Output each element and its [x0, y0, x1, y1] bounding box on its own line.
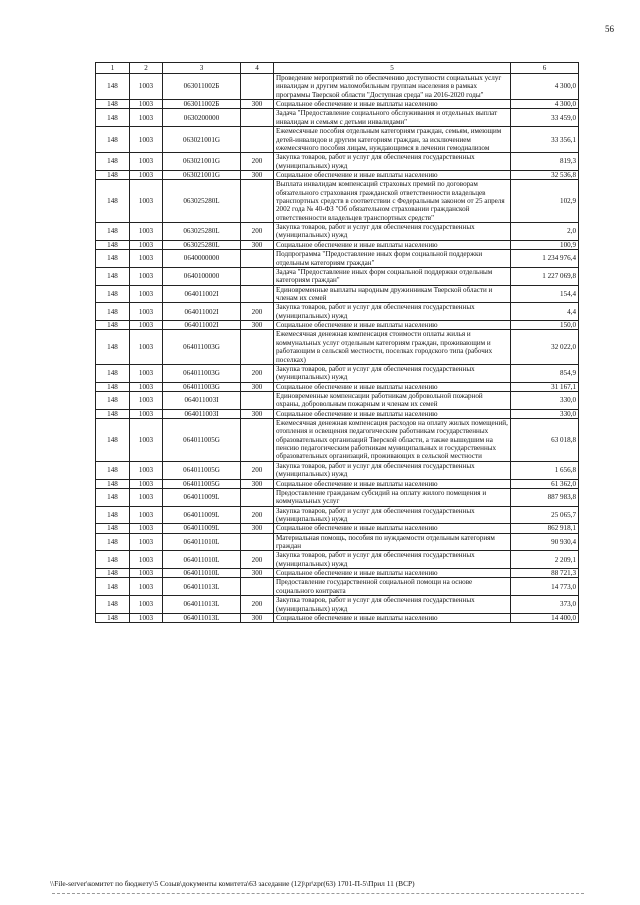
- grbs-code-cell: 148: [96, 74, 130, 100]
- target-article-cell: 064011005G: [163, 419, 241, 462]
- description-cell: Выплата инвалидам компенсаций страховых премий по договорам обязательного страхования гражданской ответственности владельцев транспортных средств в соответствии с Федеральным законом от 25 апреля 2002 года № 40-ФЗ "Об обязательном страховании гражданской ответственности владельцев транспортных средств": [274, 180, 511, 223]
- file-path-footer: \\File-server\комитет по бюджету\5 Созыв\документы комитета\63 заседание (12)\pr\zpr(63) 1701-П-5\Прил 11 (ВСР): [50, 879, 415, 888]
- description-cell: Ежемесячная денежная компенсация расходов на оплату жилых помещений, отопления и освещения педагогическим работникам государственных образовательных организаций Тверской области, а также вышедшим на пенсию педагогическим работникам муниципальных и государственных образовательных организаций, проживающих в сельской местности: [274, 419, 511, 462]
- grbs-code-cell: 148: [96, 223, 130, 241]
- expense-type-cell: [241, 488, 274, 506]
- expense-type-cell: 200: [241, 303, 274, 321]
- amount-cell: 63 018,8: [511, 419, 579, 462]
- target-article-cell: 064011010L: [163, 569, 241, 578]
- section-code-cell: 1003: [130, 461, 163, 479]
- amount-cell: 373,0: [511, 596, 579, 614]
- table-row: [96, 153, 579, 171]
- amount-cell: 32 022,0: [511, 330, 579, 364]
- expense-type-cell: 300: [241, 382, 274, 391]
- expense-type-cell: 300: [241, 321, 274, 330]
- table-row: [96, 180, 579, 223]
- amount-cell: 1 227 069,8: [511, 267, 579, 285]
- grbs-code-cell: 148: [96, 461, 130, 479]
- section-code-cell: 1003: [130, 596, 163, 614]
- table-row: [96, 533, 579, 551]
- grbs-code-cell: 148: [96, 488, 130, 506]
- expense-type-cell: 200: [241, 461, 274, 479]
- section-code-cell: 1003: [130, 303, 163, 321]
- section-code-cell: 1003: [130, 419, 163, 462]
- table-row: [96, 109, 579, 127]
- description-cell: Закупка товаров, работ и услуг для обеспечения государственных (муниципальных) нужд: [274, 506, 511, 524]
- target-article-cell: 064011002I: [163, 285, 241, 303]
- description-cell: Ежемесячная денежная компенсация стоимости оплаты жилья и коммунальных услуг отдельным категориям граждан, проживающим и работающим в сельской местности, поселках городского типа (рабочих поселках): [274, 330, 511, 364]
- header-cell: 3: [163, 63, 241, 74]
- target-article-cell: 063025280L: [163, 223, 241, 241]
- target-article-cell: 063025280L: [163, 180, 241, 223]
- table-row: [96, 391, 579, 409]
- table-row: [96, 321, 579, 330]
- target-article-cell: 064011009L: [163, 506, 241, 524]
- expense-type-cell: [241, 578, 274, 596]
- grbs-code-cell: 148: [96, 267, 130, 285]
- amount-cell: 862 918,1: [511, 524, 579, 533]
- description-cell: Задача "Предоставление социального обслуживания и отдельных выплат инвалидам и семьям с детьми инвалидами": [274, 109, 511, 127]
- amount-cell: 2,0: [511, 223, 579, 241]
- grbs-code-cell: 148: [96, 479, 130, 488]
- expense-type-cell: 300: [241, 100, 274, 109]
- section-code-cell: 1003: [130, 479, 163, 488]
- amount-cell: 14 773,0: [511, 578, 579, 596]
- expense-type-cell: 200: [241, 153, 274, 171]
- amount-cell: 1 656,8: [511, 461, 579, 479]
- target-article-cell: 064011013L: [163, 578, 241, 596]
- table-row: [96, 613, 579, 622]
- description-cell: Закупка товаров, работ и услуг для обеспечения государственных (муниципальных) нужд: [274, 596, 511, 614]
- description-cell: Ежемесячные пособия отдельным категориям граждан, семьям, имеющим детей-инвалидов и другим категориям граждан, за исключением ежемесячного пособия лицам, нуждающимся в лечении гемодиализом: [274, 127, 511, 153]
- section-code-cell: 1003: [130, 127, 163, 153]
- expense-type-cell: 200: [241, 596, 274, 614]
- amount-cell: 88 721,3: [511, 569, 579, 578]
- section-code-cell: 1003: [130, 391, 163, 409]
- target-article-cell: 064011013L: [163, 596, 241, 614]
- table-row: [96, 267, 579, 285]
- table-row: [96, 240, 579, 249]
- section-code-cell: 1003: [130, 569, 163, 578]
- amount-cell: 150,0: [511, 321, 579, 330]
- target-article-cell: 064011003I: [163, 391, 241, 409]
- table-row: [96, 223, 579, 241]
- target-article-cell: 064011010L: [163, 533, 241, 551]
- table-row: [96, 170, 579, 179]
- description-cell: Единовременные выплаты народным дружинникам Тверской области и членам их семей: [274, 285, 511, 303]
- table-row: [96, 569, 579, 578]
- table-row: [96, 285, 579, 303]
- table-row: [96, 488, 579, 506]
- header-cell: 5: [274, 63, 511, 74]
- grbs-code-cell: 148: [96, 364, 130, 382]
- target-article-cell: 0640100000: [163, 267, 241, 285]
- description-cell: Социальное обеспечение и иные выплаты населению: [274, 409, 511, 418]
- target-article-cell: 0630200000: [163, 109, 241, 127]
- amount-cell: 1 234 976,4: [511, 250, 579, 268]
- amount-cell: 2 209,1: [511, 551, 579, 569]
- grbs-code-cell: 148: [96, 321, 130, 330]
- description-cell: Предоставление государственной социальной помощи на основе социального контракта: [274, 578, 511, 596]
- table-row: [96, 479, 579, 488]
- amount-cell: 100,9: [511, 240, 579, 249]
- amount-cell: 102,9: [511, 180, 579, 223]
- table-row: [96, 578, 579, 596]
- description-cell: Закупка товаров, работ и услуг для обеспечения государственных (муниципальных) нужд: [274, 461, 511, 479]
- section-code-cell: 1003: [130, 524, 163, 533]
- grbs-code-cell: 148: [96, 419, 130, 462]
- target-article-cell: 063021001G: [163, 170, 241, 179]
- section-code-cell: 1003: [130, 285, 163, 303]
- section-code-cell: 1003: [130, 613, 163, 622]
- grbs-code-cell: 148: [96, 551, 130, 569]
- expense-type-cell: [241, 533, 274, 551]
- target-article-cell: 063021001G: [163, 127, 241, 153]
- description-cell: Закупка товаров, работ и услуг для обеспечения государственных (муниципальных) нужд: [274, 364, 511, 382]
- amount-cell: 31 167,1: [511, 382, 579, 391]
- table-row: [96, 524, 579, 533]
- section-code-cell: 1003: [130, 100, 163, 109]
- target-article-cell: 064011013L: [163, 613, 241, 622]
- section-code-cell: 1003: [130, 364, 163, 382]
- section-code-cell: 1003: [130, 74, 163, 100]
- table-row: [96, 74, 579, 100]
- table-row: [96, 100, 579, 109]
- grbs-code-cell: 148: [96, 409, 130, 418]
- description-cell: Социальное обеспечение и иные выплаты населению: [274, 321, 511, 330]
- target-article-cell: 064011002I: [163, 321, 241, 330]
- section-code-cell: 1003: [130, 330, 163, 364]
- grbs-code-cell: 148: [96, 533, 130, 551]
- target-article-cell: 064011005G: [163, 461, 241, 479]
- target-article-cell: 064011009L: [163, 524, 241, 533]
- amount-cell: 854,9: [511, 364, 579, 382]
- expense-type-cell: 300: [241, 240, 274, 249]
- section-code-cell: 1003: [130, 153, 163, 171]
- expense-type-cell: [241, 419, 274, 462]
- table-row: [96, 382, 579, 391]
- amount-cell: 887 983,8: [511, 488, 579, 506]
- target-article-cell: 064011009L: [163, 488, 241, 506]
- amount-cell: 33 356,1: [511, 127, 579, 153]
- amount-cell: 4 300,0: [511, 74, 579, 100]
- description-cell: Социальное обеспечение и иные выплаты населению: [274, 613, 511, 622]
- target-article-cell: 063025280L: [163, 240, 241, 249]
- amount-cell: 32 536,8: [511, 170, 579, 179]
- amount-cell: 33 459,0: [511, 109, 579, 127]
- section-code-cell: 1003: [130, 267, 163, 285]
- section-code-cell: 1003: [130, 506, 163, 524]
- header-cell: 2: [130, 63, 163, 74]
- grbs-code-cell: 148: [96, 613, 130, 622]
- amount-cell: 819,3: [511, 153, 579, 171]
- table-row: [96, 551, 579, 569]
- section-code-cell: 1003: [130, 533, 163, 551]
- target-article-cell: 063021001G: [163, 153, 241, 171]
- description-cell: Единовременные компенсации работникам добровольной пожарной охраны, добровольным пожарным и членам их семей: [274, 391, 511, 409]
- expense-type-cell: [241, 250, 274, 268]
- table-row: [96, 461, 579, 479]
- grbs-code-cell: 148: [96, 506, 130, 524]
- grbs-code-cell: 148: [96, 170, 130, 179]
- expense-type-cell: [241, 109, 274, 127]
- target-article-cell: 064011010L: [163, 551, 241, 569]
- amount-cell: 61 362,0: [511, 479, 579, 488]
- target-article-cell: 064011003I: [163, 409, 241, 418]
- section-code-cell: 1003: [130, 551, 163, 569]
- grbs-code-cell: 148: [96, 569, 130, 578]
- target-article-cell: 064011003G: [163, 330, 241, 364]
- section-code-cell: 1003: [130, 109, 163, 127]
- target-article-cell: 064011003G: [163, 364, 241, 382]
- expense-type-cell: 300: [241, 569, 274, 578]
- target-article-cell: 064011002I: [163, 303, 241, 321]
- header-cell: 6: [511, 63, 579, 74]
- expense-type-cell: [241, 330, 274, 364]
- budget-table: [95, 62, 579, 623]
- description-cell: Закупка товаров, работ и услуг для обеспечения государственных (муниципальных) нужд: [274, 303, 511, 321]
- table-row: [96, 364, 579, 382]
- expense-type-cell: 300: [241, 524, 274, 533]
- page-number: 56: [605, 24, 614, 34]
- amount-cell: 330,0: [511, 391, 579, 409]
- grbs-code-cell: 148: [96, 250, 130, 268]
- grbs-code-cell: 148: [96, 100, 130, 109]
- description-cell: Закупка товаров, работ и услуг для обеспечения государственных (муниципальных) нужд: [274, 153, 511, 171]
- target-article-cell: 064011003G: [163, 382, 241, 391]
- expense-type-cell: 300: [241, 613, 274, 622]
- grbs-code-cell: 148: [96, 153, 130, 171]
- section-code-cell: 1003: [130, 223, 163, 241]
- grbs-code-cell: 148: [96, 524, 130, 533]
- expense-type-cell: 200: [241, 364, 274, 382]
- amount-cell: 25 065,7: [511, 506, 579, 524]
- grbs-code-cell: 148: [96, 127, 130, 153]
- table-row: [96, 409, 579, 418]
- description-cell: Социальное обеспечение и иные выплаты населению: [274, 240, 511, 249]
- target-article-cell: 064011005G: [163, 479, 241, 488]
- grbs-code-cell: 148: [96, 285, 130, 303]
- expense-type-cell: 200: [241, 551, 274, 569]
- description-cell: Проведение мероприятий по обеспечению доступности социальных услуг инвалидам и другим маломобильным группам населения в рамках программы Тверской области "Доступная среда" на 2016-2020 годы": [274, 74, 511, 100]
- section-code-cell: 1003: [130, 578, 163, 596]
- table-row: [96, 303, 579, 321]
- section-code-cell: 1003: [130, 409, 163, 418]
- grbs-code-cell: 148: [96, 109, 130, 127]
- description-cell: Материальная помощь, пособия по нуждаемости отдельным категориям граждан: [274, 533, 511, 551]
- table-row: [96, 506, 579, 524]
- grbs-code-cell: 148: [96, 303, 130, 321]
- description-cell: Социальное обеспечение и иные выплаты населению: [274, 524, 511, 533]
- description-cell: Предоставление гражданам субсидий на оплату жилого помещения и коммунальных услуг: [274, 488, 511, 506]
- expense-type-cell: [241, 267, 274, 285]
- description-cell: Подпрограмма "Предоставление иных форм социальной поддержки отдельным категориям граждан": [274, 250, 511, 268]
- expense-type-cell: [241, 127, 274, 153]
- description-cell: Социальное обеспечение и иные выплаты населению: [274, 100, 511, 109]
- table-row: [96, 127, 579, 153]
- grbs-code-cell: 148: [96, 180, 130, 223]
- expense-type-cell: [241, 74, 274, 100]
- section-code-cell: 1003: [130, 180, 163, 223]
- section-code-cell: 1003: [130, 250, 163, 268]
- description-cell: Закупка товаров, работ и услуг для обеспечения государственных (муниципальных) нужд: [274, 223, 511, 241]
- expense-type-cell: [241, 391, 274, 409]
- amount-cell: 4,4: [511, 303, 579, 321]
- expense-type-cell: 300: [241, 409, 274, 418]
- grbs-code-cell: 148: [96, 382, 130, 391]
- grbs-code-cell: 148: [96, 578, 130, 596]
- section-code-cell: 1003: [130, 382, 163, 391]
- grbs-code-cell: 148: [96, 330, 130, 364]
- expense-type-cell: [241, 180, 274, 223]
- section-code-cell: 1003: [130, 170, 163, 179]
- expense-type-cell: 300: [241, 479, 274, 488]
- section-code-cell: 1003: [130, 240, 163, 249]
- table-row: [96, 419, 579, 462]
- description-cell: Социальное обеспечение и иные выплаты населению: [274, 382, 511, 391]
- section-code-cell: 1003: [130, 321, 163, 330]
- description-cell: Закупка товаров, работ и услуг для обеспечения государственных (муниципальных) нужд: [274, 551, 511, 569]
- expense-type-cell: 200: [241, 506, 274, 524]
- description-cell: Задача "Предоставление иных форм социальной поддержки отдельным категориям граждан": [274, 267, 511, 285]
- table-row: [96, 596, 579, 614]
- expense-type-cell: [241, 285, 274, 303]
- section-code-cell: 1003: [130, 488, 163, 506]
- description-cell: Социальное обеспечение и иные выплаты населению: [274, 479, 511, 488]
- grbs-code-cell: 148: [96, 240, 130, 249]
- header-cell: 4: [241, 63, 274, 74]
- table-row: [96, 330, 579, 364]
- description-cell: Социальное обеспечение и иные выплаты населению: [274, 170, 511, 179]
- target-article-cell: 063011002Б: [163, 74, 241, 100]
- header-cell: 1: [96, 63, 130, 74]
- header-row: [96, 63, 579, 74]
- grbs-code-cell: 148: [96, 391, 130, 409]
- amount-cell: 330,0: [511, 409, 579, 418]
- amount-cell: 14 400,0: [511, 613, 579, 622]
- target-article-cell: 0640000000: [163, 250, 241, 268]
- expense-type-cell: 200: [241, 223, 274, 241]
- table-row: [96, 250, 579, 268]
- footer-divider: [52, 893, 584, 894]
- amount-cell: 90 930,4: [511, 533, 579, 551]
- target-article-cell: 063011002Б: [163, 100, 241, 109]
- description-cell: Социальное обеспечение и иные выплаты населению: [274, 569, 511, 578]
- amount-cell: 154,4: [511, 285, 579, 303]
- amount-cell: 4 300,0: [511, 100, 579, 109]
- grbs-code-cell: 148: [96, 596, 130, 614]
- expense-type-cell: 300: [241, 170, 274, 179]
